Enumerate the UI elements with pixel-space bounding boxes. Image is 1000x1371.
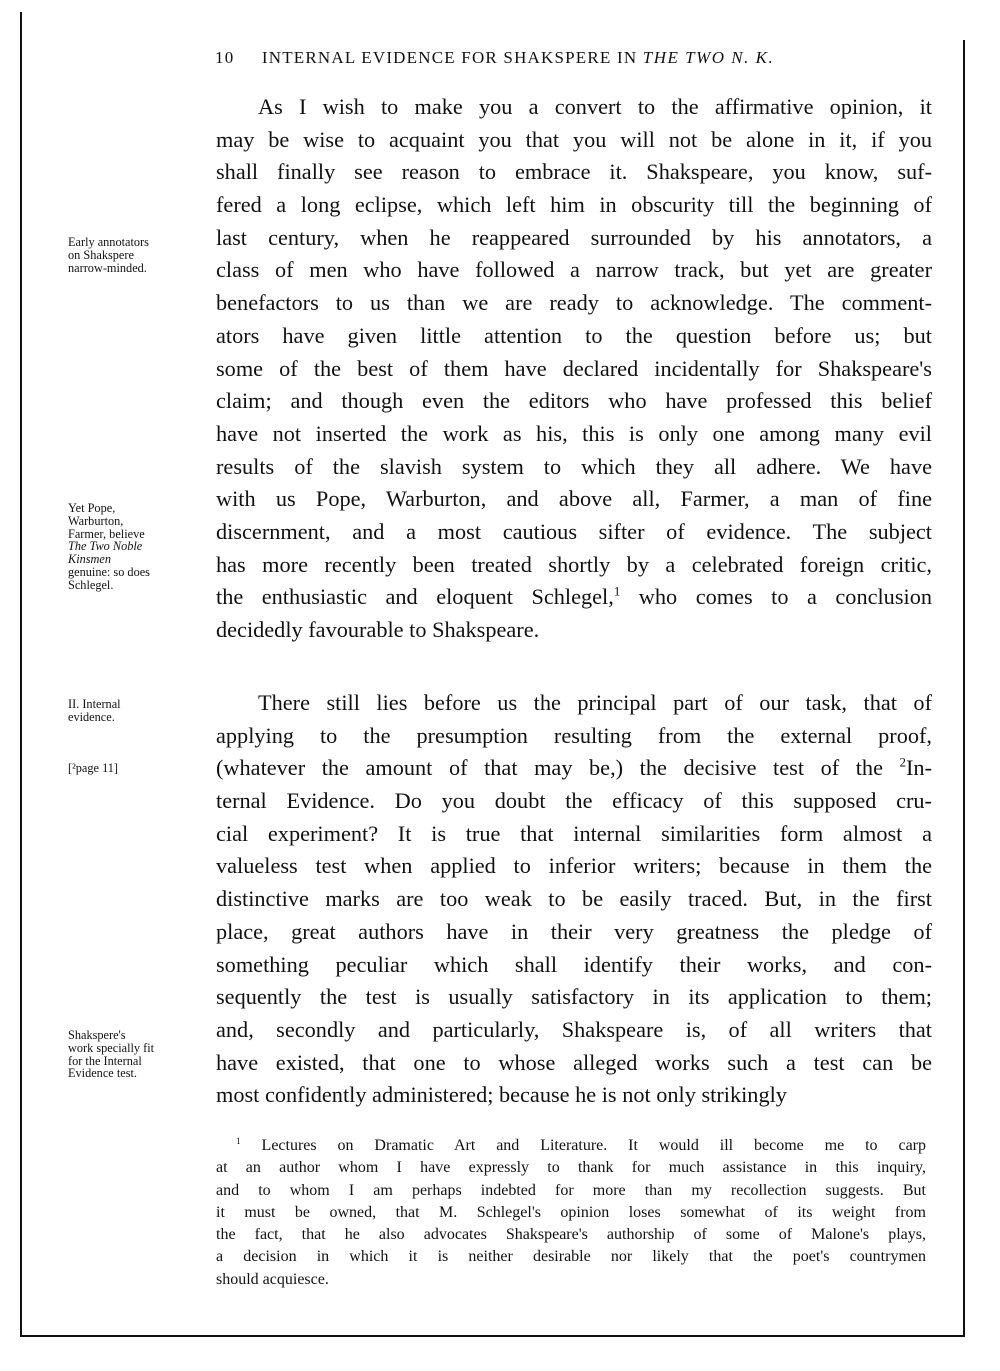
sidenote-line: Farmer, believe <box>68 526 145 541</box>
running-title: INTERNAL EVIDENCE FOR SHAKSPERE IN <box>261 48 638 67</box>
page-border-left <box>20 12 22 1337</box>
text-line: ators have given little attention to the question before us; but <box>216 322 932 348</box>
running-title-italic: THE TWO N. K. <box>642 48 775 67</box>
text-line: shall finally see reason to embrace it. Shakspeare, you know, suf- <box>216 159 932 185</box>
sidenote-line: evidence. <box>68 709 115 724</box>
sidenote-internal-evidence <box>68 698 208 724</box>
text-segment: In- <box>906 755 932 781</box>
text-segment: the enthusiastic and eloquent Schlegel, <box>216 584 614 610</box>
sidenote-line: Early annotators <box>68 235 149 249</box>
page-border-bottom <box>20 1335 965 1337</box>
footnote-1 <box>216 1135 926 1291</box>
page-border-right <box>963 40 965 1337</box>
footnote-line: it must be owned, that M. Schlegel's opinion loses somewhat of its weight from <box>216 1203 926 1221</box>
sidenote-line: II. Internal <box>68 697 121 711</box>
text-line: most confidently administered; because he is not only strikingly <box>216 1082 787 1108</box>
sidenote-line: for the Internal <box>68 1053 142 1068</box>
footnote-marker: 1 <box>236 1136 241 1147</box>
text-line-with-page-ref <box>216 752 932 785</box>
text-line: cial experiment? It is true that internal similarities form almost a <box>216 820 932 846</box>
text-line: may be wise to acquaint you that you will not be alone in it, if you <box>216 126 932 152</box>
text-line: class of men who have followed a narrow track, but yet are greater <box>216 257 932 283</box>
text-segment: (whatever the amount of that may be,) the decisive test of the <box>216 755 900 781</box>
sidenote-line: Schlegel. <box>68 577 114 592</box>
text-segment: who comes to a conclusion <box>620 584 932 610</box>
text-line: claim; and though even the editors who have professed this belief <box>216 388 932 414</box>
sidenote-line: [²page 11] <box>68 761 119 775</box>
text-line: have not inserted the work as his, this is only one among many evil <box>216 420 932 446</box>
sidenote-line: genuine: so does <box>68 564 150 579</box>
text-line: valueless test when applied to inferior writers; because in them the <box>216 853 932 879</box>
page-number: 10 <box>215 48 235 67</box>
footnote-ref-1[interactable]: 1 <box>613 583 621 599</box>
sidenote-line: Evidence test. <box>68 1066 137 1081</box>
sidenote-line: Shakspere's <box>68 1028 126 1042</box>
sidenote-page-reference <box>68 762 208 775</box>
text-line: have existed, that one to whose alleged works such a test can be <box>216 1049 932 1075</box>
page-ref-marker: 2 <box>899 754 906 770</box>
footnote-line: and to whom I am perhaps indebted for more than my recollection suggests. But <box>216 1181 926 1199</box>
sidenote-title-line: Kinsmen <box>68 552 112 567</box>
text-line: decidedly favourable to Shakspeare. <box>216 617 540 642</box>
text-line: ternal Evidence. Do you doubt the efficacy of this supposed cru- <box>216 788 932 814</box>
text-line: applying to the presumption resulting from the external proof, <box>216 722 932 748</box>
text-line: has more recently been treated shortly by a celebrated foreign critic, <box>216 551 932 577</box>
text-line: and, secondly and particularly, Shakspeare is, of all writers that <box>216 1016 932 1042</box>
text-line: There still lies before us the principal part of our task, that of <box>258 690 932 715</box>
text-line: place, great authors have in their very greatness the pledge of <box>216 918 932 944</box>
text-line: benefactors to us than we are ready to acknowledge. The comment- <box>216 290 932 316</box>
text-line: something peculiar which shall identify their works, and con- <box>216 951 932 977</box>
text-line: results of the slavish system to which they all adhere. We have <box>216 453 932 479</box>
paragraph-1 <box>216 91 932 647</box>
sidenote-line: work specially fit <box>68 1040 155 1055</box>
text-line: with us Pope, Warburton, and above all, Farmer, a man of fine <box>216 486 932 512</box>
sidenote-line: Warburton, <box>68 513 124 528</box>
text-line-with-footnote-ref <box>216 581 932 614</box>
footnote-line: at an author whom I have expressly to thank for much assistance in this inquiry, <box>216 1159 926 1177</box>
text-line: As I wish to make you a convert to the affirmative opinion, it <box>258 94 932 119</box>
sidenote-title-line: The Two Noble <box>68 539 143 554</box>
sidenote-line: Yet Pope, <box>68 501 116 515</box>
footnote-line <box>216 1135 926 1157</box>
footnote-line: the fact, that he also advocates Shakspeare's authorship of some of Malone's plays, <box>216 1226 926 1244</box>
text-line: some of the best of them have declared incidentally for Shakspeare's <box>216 355 932 381</box>
text-line: discernment, and a most cautious sifter of evidence. The subject <box>216 518 932 544</box>
footnote-text: Lectures on Dramatic Art and Literature. It would ill become me to carp <box>240 1137 926 1154</box>
footnote-line: a decision in which it is neither desirable nor likely that the poet's countrymen <box>216 1248 926 1266</box>
sidenote-annotators <box>68 236 208 274</box>
text-line: sequently the test is usually satisfactory in its application to them; <box>216 984 932 1010</box>
text-line: fered a long eclipse, which left him in obscurity till the beginning of <box>216 192 932 218</box>
sidenote-line: on Shakspere <box>68 247 134 262</box>
paragraph-2 <box>216 687 932 1112</box>
text-line: distinctive marks are too weak to be easily traced. But, in the first <box>216 886 932 912</box>
sidenote-line: narrow-minded. <box>68 260 147 275</box>
sidenote-shakspere-fit <box>68 1029 208 1080</box>
sidenote-pope-warburton-farmer <box>68 502 208 592</box>
running-head <box>215 48 935 68</box>
text-line: last century, when he reappeared surrounded by his annotators, a <box>216 224 932 250</box>
footnote-line: should acquiesce. <box>216 1270 329 1288</box>
